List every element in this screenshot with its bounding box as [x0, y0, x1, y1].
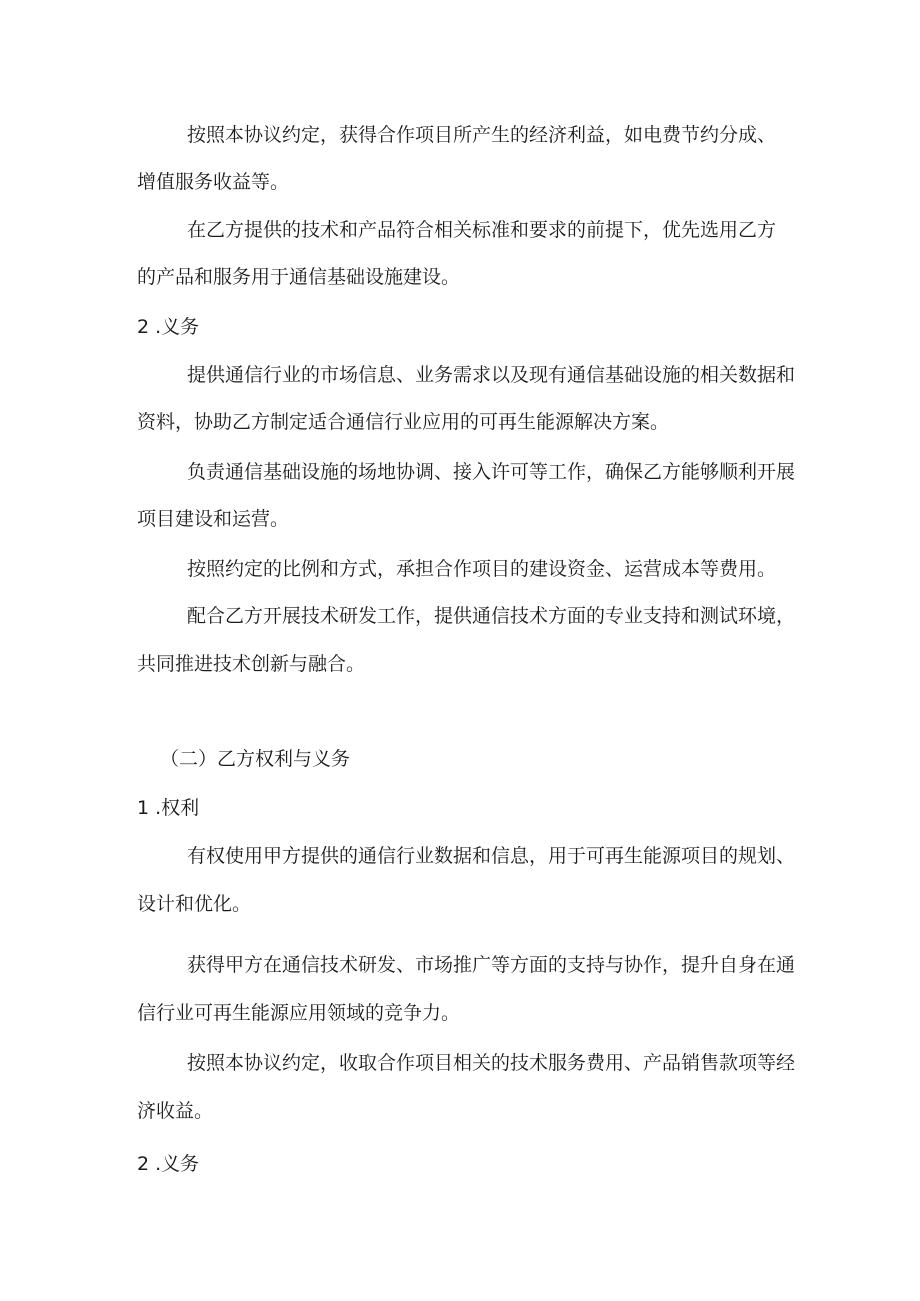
paragraph-line: 有权使用甲方提供的通信行业数据和信息，用于可再生能源项目的规划、 [187, 845, 796, 867]
paragraph-line: 济收益。 [137, 1100, 214, 1122]
section-title: （二）乙方权利与义务 [160, 748, 351, 770]
paragraph-line: 信行业可再生能源应用领域的竞争力。 [137, 1002, 461, 1024]
rights-heading: 1 .权利 [137, 797, 200, 819]
paragraph-line: 项目建设和运营。 [137, 508, 290, 530]
paragraph-line: 配合乙方开展技术研发工作，提供通信技术方面的专业支持和测试环境， [187, 605, 796, 627]
paragraph-line: 按照本协议约定，获得合作项目所产生的经济利益，如电费节约分成、 [187, 124, 777, 146]
paragraph-line: 获得甲方在通信技术研发、市场推广等方面的支持与协作，提升自身在通 [187, 954, 796, 976]
paragraph-line: 按照本协议约定，收取合作项目相关的技术服务费用、产品销售款项等经 [187, 1052, 796, 1074]
paragraph-line: 设计和优化。 [137, 893, 252, 915]
paragraph-line: 提供通信行业的市场信息、业务需求以及现有通信基础设施的相关数据和 [187, 364, 796, 386]
paragraph-line: 的产品和服务用于通信基础设施建设。 [137, 266, 461, 288]
obligations-heading: 2 .义务 [137, 316, 200, 338]
paragraph-line: 资料，协助乙方制定适合通信行业应用的可再生能源解决方案。 [137, 411, 670, 433]
obligations-heading: 2 .义务 [137, 1153, 200, 1175]
paragraph-line: 共同推进技术创新与融合。 [137, 653, 366, 675]
paragraph-line: 在乙方提供的技术和产品符合相关标准和要求的前提下，优先选用乙方 [187, 219, 777, 241]
paragraph-line: 增值服务收益等。 [137, 171, 290, 193]
paragraph-line: 按照约定的比例和方式，承担合作项目的建设资金、运营成本等费用。 [187, 558, 777, 580]
paragraph-line: 负责通信基础设施的场地协调、接入许可等工作，确保乙方能够顺利开展 [187, 461, 796, 483]
